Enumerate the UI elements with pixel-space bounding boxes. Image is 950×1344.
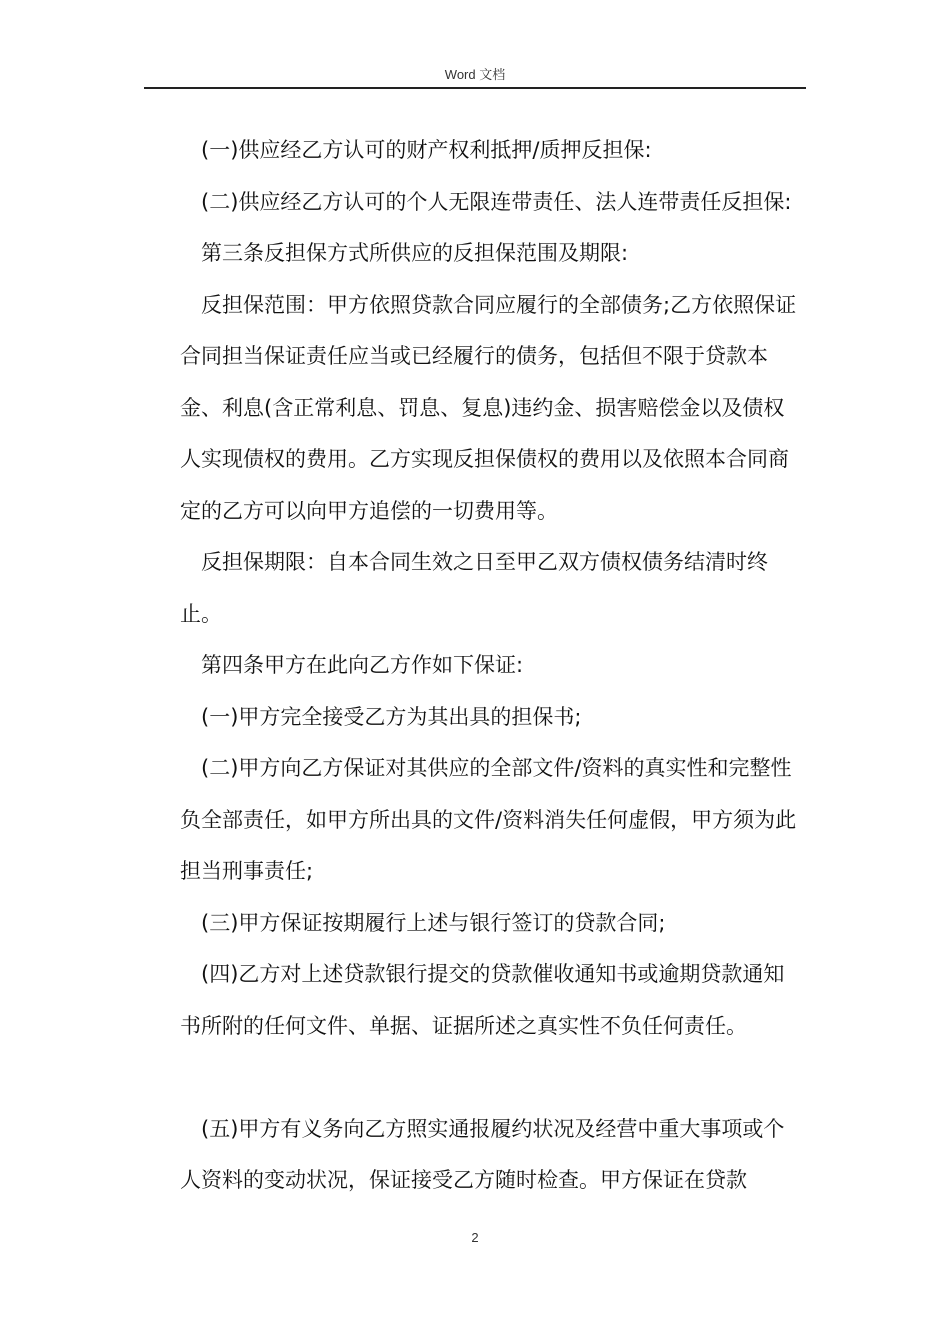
paragraph-guarantee-scope: 反担保范围：甲方依照贷款合同应履行的全部债务;乙方依照保证合同担当保证责任应当或已经履行的债务，包括但不限于贷款本金、利息(含正常利息、罚息、复息)违约金、损害赔偿金以及债权人实现债权的费用。乙方实现反担保债权的费用以及依照本合同商定的乙方可以向甲方追偿的一切费用等。 — [180, 292, 797, 523]
paragraph-clause-4-4: (四)乙方对上述贷款银行提交的贷款催收通知书或逾期贷款通知书所附的任何文件、单据、证据所述之真实性不负任何责任。 — [180, 962, 785, 1038]
header-divider — [144, 87, 806, 89]
document-body — [180, 125, 800, 1207]
paragraph-clause-4-1: (一)甲方完全接受乙方为其出具的担保书; — [201, 704, 582, 729]
page-header: Word 文档 — [444, 67, 506, 82]
page-number: 2 — [471, 1230, 479, 1245]
paragraph-clause-4-2: (二)甲方向乙方保证对其供应的全部文件/资料的真实性和完整性负全部责任，如甲方所出具的文件/资料消失任何虚假，甲方须为此担当刑事责任; — [180, 756, 797, 883]
paragraph-clause-1-2: (二)供应经乙方认可的个人无限连带责任、法人连带责任反担保: — [201, 189, 792, 214]
paragraph-guarantee-period: 反担保期限：自本合同生效之日至甲乙双方债权债务结清时终止。 — [180, 550, 768, 626]
paragraph-article-4-heading: 第四条甲方在此向乙方作如下保证: — [201, 653, 524, 677]
paragraph-article-3-heading: 第三条反担保方式所供应的反担保范围及期限: — [201, 241, 629, 265]
paragraph-clause-4-3: (三)甲方保证按期履行上述与银行签订的贷款合同; — [201, 910, 666, 935]
paragraph-clause-1-1: (一)供应经乙方认可的财产权利抵押/质押反担保: — [201, 138, 652, 162]
paragraph-clause-4-5: (五)甲方有义务向乙方照实通报履约状况及经营中重大事项或个人资料的变动状况，保证接受乙方随时检查。甲方保证在贷款 — [180, 1116, 785, 1192]
